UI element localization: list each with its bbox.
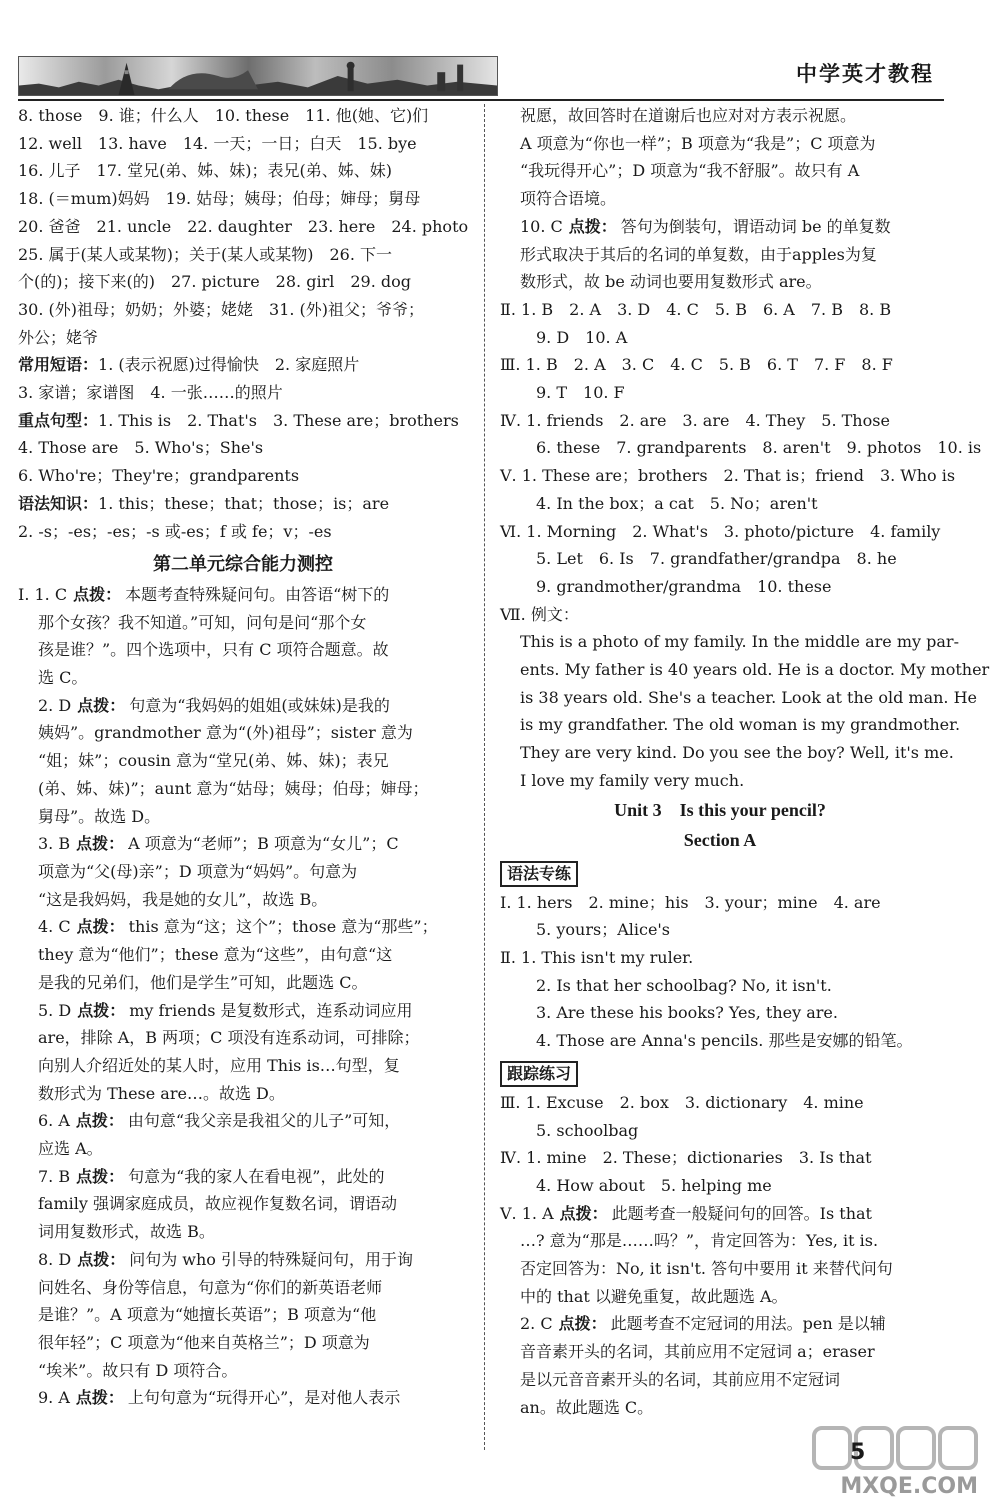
vocab-line: 18. (＝mum)妈妈 19. 姑母；姨母；伯母；婶母；舅母	[18, 189, 421, 209]
answer-line: 很年轻”；C 项意为“他来自英格兰”；D 项意为	[38, 1332, 370, 1352]
answer-line: “这是我妈妈，我是她的女儿”，故选 B。	[38, 889, 328, 909]
phrases-line: 常用短语：1. (表示祝愿)过得愉快 2. 家庭照片	[18, 355, 360, 375]
answer-line: they 意为“他们”；these 意为“这些”，由句意“这	[38, 945, 393, 965]
answer-key-line: Ⅵ. 1. Morning 2. What's 3. photo/picture 4. family	[500, 521, 941, 541]
sentences-line: 重点句型：1. This is 2. That's 3. These are；brothers	[18, 410, 459, 430]
answer-line: 2. D 点拨： 句意为“我妈妈的姐姐(或妹妹)是我的	[38, 695, 390, 715]
essay-line: They are very kind. Do you see the boy? Well, it's me.	[520, 743, 954, 763]
answer-line: are，排除 A，B 两项；C 项没有连系动词，可排除；	[38, 1028, 420, 1048]
answer-line: 祝愿，故回答时在道谢后也应对对方表示祝愿。	[520, 106, 857, 125]
answer-key-line: Ⅰ. 1. hers 2. mine；his 3. your；mine 4. are	[500, 892, 881, 912]
answer-line: 问姓名、身份等信息，句意为“你们的新英语老师	[38, 1277, 383, 1297]
answer-line: 舅母”。故选 D。	[38, 806, 161, 826]
answer-key-line: 9. grandmother/grandma 10. these	[520, 576, 832, 596]
tip-label: 点拨：	[77, 1000, 126, 1020]
answer-line: 是谁？”。A 项意为“她擅长英语”；B 项意为“他	[38, 1305, 377, 1325]
answer-line: 10. C 点拨： 答句为倒装句，谓语动词 be 的单复数	[520, 216, 891, 236]
answer-key-line: Ⅱ. 1. This isn't my ruler.	[500, 947, 694, 967]
answer-line: 数形式，故 be 动词也要用复数形式 are。	[520, 272, 822, 292]
answer-key-line: 5. Let 6. Is 7. grandfather/grandpa 8. he	[520, 549, 897, 569]
answer-line: 7. B 点拨： 句意为“我的家人在看电视”，此处的	[38, 1166, 385, 1186]
answer-line: “埃米”。故只有 D 项符合。	[38, 1360, 238, 1380]
tip-label: 点拨：	[75, 1388, 124, 1408]
phrases-line: 3. 家谱；家谱图 4. 一张……的照片	[18, 383, 283, 403]
answer-line: “我玩得开心”；D 项意为“我不舒服”。故只有 A	[520, 161, 860, 181]
grammar-box-wrap	[500, 855, 940, 889]
essay-line: This is a photo of my family. In the middle are my par-	[520, 632, 959, 652]
answer-line: 4. C 点拨： this 意为“这；这个”；those 意为“那些”；	[38, 917, 438, 937]
watermark-text: MXQE.COM	[840, 1474, 978, 1499]
essay-line: ents. My father is 40 years old. He is a doctor. My mother	[520, 660, 990, 680]
right-column	[500, 102, 990, 1421]
answer-line: 是我的兄弟们，他们是学生”可知，此题选 C。	[38, 972, 368, 992]
answer-line: 那个女孩？我不知道。”可知，问句是问“那个女	[38, 612, 367, 632]
answer-line: …? 意为“那是……吗？”，肯定回答为：Yes, it is.	[520, 1231, 879, 1251]
answer-key-line: 4. Those are Anna's pencils. 那些是安娜的铅笔。	[520, 1031, 913, 1051]
answer-key-line: 6. these 7. grandparents 8. aren't 9. photos 10. is	[520, 438, 982, 458]
grammar-line: 语法知识：1. this；these；that；those；is；are	[18, 493, 390, 513]
tip-label: 点拨：	[76, 834, 125, 854]
answer-key-line: 9. T 10. F	[520, 383, 625, 403]
tip-label: 点拨：	[559, 1203, 608, 1223]
grammar-practice-label: 语法专练	[500, 861, 578, 887]
answer-key-line: Ⅳ. 1. friends 2. are 3. are 4. They 5. Those	[500, 410, 890, 430]
sentences-line: 6. Who're；They're；grandparents	[18, 466, 300, 486]
tip-label: 点拨：	[77, 695, 126, 715]
answer-line: 中的 that 以避免重复，故此题选 A。	[520, 1286, 788, 1306]
answer-line: an。故此题选 C。	[520, 1397, 654, 1417]
answer-key-line: Ⅴ. 1. These are；brothers 2. That is；friend 3. Who is	[500, 466, 956, 486]
header-rule	[18, 99, 944, 101]
answer-line: 应选 A。	[38, 1139, 103, 1159]
answer-line: 孩是谁？”。四个选项中，只有 C 项符合题意。故	[38, 640, 389, 660]
tip-label: 点拨：	[73, 584, 122, 604]
vocab-line: 个(的)；接下来(的) 27. picture 28. girl 29. dog	[18, 272, 411, 292]
answer-line: 选 C。	[38, 668, 88, 688]
header-banner	[18, 56, 498, 96]
answer-line: 9. A 点拨： 上句句意为“玩得开心”，是对他人表示	[38, 1388, 401, 1408]
vocab-line: 12. well 13. have 14. 一天；一日；白天 15. bye	[18, 133, 417, 153]
answer-key-line: Ⅲ. 1. Excuse 2. box 3. dictionary 4. mine	[500, 1092, 864, 1112]
essay-line: is my grandfather. The old woman is my grandmother.	[520, 715, 961, 735]
answer-key-line: 4. How about 5. helping me	[520, 1175, 772, 1195]
answer-line: 姨妈”。grandmother 意为“(外)祖母”；sister 意为	[38, 723, 413, 743]
answer-line: 否定回答为：No, it isn't. 答句中要用 it 来替代问句	[520, 1259, 893, 1279]
answer-line: 音音素开头的名词，其前应用不定冠词 a；eraser	[520, 1342, 875, 1362]
essay-label: Ⅶ. 例文：	[500, 604, 579, 624]
answer-line: A 项意为“你也一样”；B 项意为“我是”；C 项意为	[520, 133, 876, 153]
answer-line: 8. D 点拨： 问句为 who 引导的特殊疑问句，用于询	[38, 1249, 414, 1269]
left-column	[18, 102, 468, 1412]
vocab-line: 20. 爸爸 21. uncle 22. daughter 23. here 24. photo	[18, 216, 469, 236]
tip-label: 点拨：	[76, 917, 125, 937]
tracking-practice-label: 跟踪练习	[500, 1061, 578, 1087]
answer-key-line: 5. schoolbag	[520, 1120, 639, 1140]
answer-line: Ⅴ. 1. A 点拨： 此题考查一般疑问句的回答。Is that	[500, 1203, 872, 1223]
essay-line: I love my family very much.	[520, 770, 745, 790]
answer-line: Ⅰ. 1. C 点拨： 本题考查特殊疑问句。由答语“树下的	[18, 584, 390, 604]
answer-key-line: 3. Are these his books? Yes, they are.	[520, 1003, 838, 1023]
sentences-label: 重点句型：	[18, 410, 99, 430]
vocab-line: 25. 属于(某人或某物)；关于(某人或某物) 26. 下一	[18, 244, 393, 264]
answer-line: (弟、姊、妹)”；aunt 意为“姑母；姨母；伯母；婶母；	[38, 778, 429, 798]
tip-label: 点拨：	[76, 1166, 125, 1186]
grammar-label: 语法知识：	[18, 493, 99, 513]
answer-line: 5. D 点拨： my friends 是复数形式，连系动词应用	[38, 1000, 413, 1020]
column-divider	[484, 104, 485, 1450]
tip-label: 点拨：	[568, 216, 617, 236]
essay-line: is 38 years old. She's a teacher. Look at the old man. He	[520, 687, 978, 707]
answer-line: 项意为“父(母)亲”；D 项意为“妈妈”。句意为	[38, 861, 358, 881]
answer-line: 项符合语境。	[520, 189, 617, 209]
vocab-line: 16. 儿子 17. 堂兄(弟、姊、妹)；表兄(弟、姊、妹)	[18, 161, 393, 181]
page-number: 5	[850, 1440, 866, 1465]
sentences-line: 4. Those are 5. Who's；She's	[18, 438, 264, 458]
answer-key-line: 2. Is that her schoolbag? No, it isn't.	[520, 975, 832, 995]
answer-line: 2. C 点拨： 此题考查不定冠词的用法。pen 是以辅	[520, 1314, 886, 1334]
answer-key-line: Ⅲ. 1. B 2. A 3. C 4. C 5. B 6. T 7. F 8. F	[500, 355, 893, 375]
vocab-line: 8. those 9. 谁；什么人 10. these 11. 他(她、它)们	[18, 106, 429, 125]
answer-key-line: 5. yours；Alice's	[520, 920, 671, 940]
phrases-label: 常用短语：	[18, 355, 99, 375]
section-title: Section A	[683, 829, 757, 850]
tip-label: 点拨：	[77, 1249, 126, 1269]
answer-line: 是以元音音素开头的名词，其前应用不定冠词	[520, 1369, 841, 1389]
tip-label: 点拨：	[558, 1314, 607, 1334]
answer-line: family 强调家庭成员，故应视作复数名词，谓语动	[38, 1194, 397, 1214]
track-box-wrap	[500, 1055, 940, 1089]
section-heading: 第二单元综合能力测控	[153, 554, 333, 576]
answer-key-line: Ⅱ. 1. B 2. A 3. D 4. C 5. B 6. A 7. B 8. B	[500, 299, 892, 319]
answer-line: 向别人介绍近处的某人时，应用 This is…句型，复	[38, 1055, 400, 1075]
answer-key-line: 4. In the box；a cat 5. No；aren't	[520, 493, 818, 513]
grammar-line: 2. -s；-es；-es；-s 或-es；f 或 fe；v；-es	[18, 521, 332, 541]
answer-line: 形式取决于其后的名词的单复数，由于apples为复	[520, 244, 877, 264]
publication-brand: 中学英才教程	[796, 61, 934, 86]
vocab-line: 外公；姥爷	[18, 327, 99, 347]
answer-line: 词用复数形式，故选 B。	[38, 1222, 215, 1242]
answer-key-line: Ⅳ. 1. mine 2. These；dictionaries 3. Is that	[500, 1148, 872, 1168]
answer-line: “姐；妹”；cousin 意为“堂兄(弟、姊、妹)；表兄	[38, 751, 389, 771]
answer-line: 6. A 点拨： 由句意“我父亲是我祖父的儿子”可知，	[38, 1111, 401, 1131]
answer-line: 数形式为 These are…。故选 D。	[38, 1083, 285, 1103]
vocab-line: 30. (外)祖母；奶奶；外婆；姥姥 31. (外)祖父；爷爷；	[18, 299, 425, 319]
answer-key-line: 9. D 10. A	[520, 327, 628, 347]
tip-label: 点拨：	[75, 1111, 124, 1131]
unit-title: Unit 3 Is this your pencil?	[614, 799, 826, 820]
skyline-illustration	[19, 57, 497, 95]
answer-line: 3. B 点拨： A 项意为“老师”；B 项意为“女儿”；C	[38, 834, 399, 854]
